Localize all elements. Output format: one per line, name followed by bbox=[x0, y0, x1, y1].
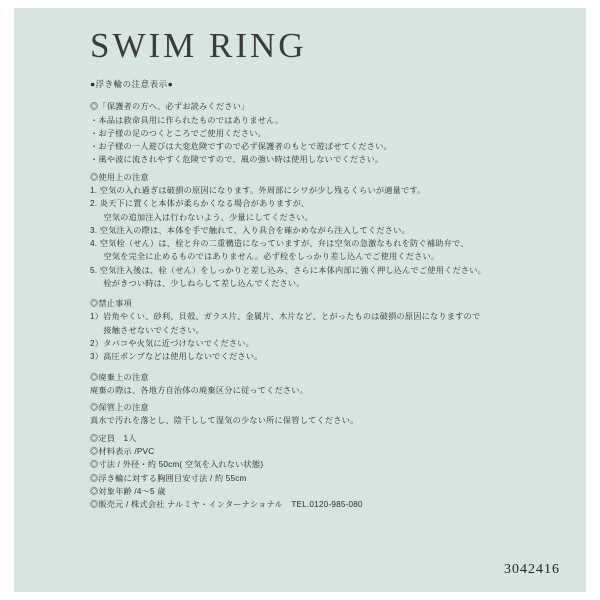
section-line: 栓がきつい時は、少しねらして差し込んでください。 bbox=[90, 278, 305, 288]
product-code: 3042416 bbox=[504, 562, 560, 577]
spec-item: ◎定員 1人 bbox=[90, 433, 137, 443]
section-line: 5. 空気注入後は、栓（せん）をしっかりと差し込み、さらに本体内部に強く押し込んでご使用ください。 bbox=[90, 265, 487, 275]
section-line: 1. 空気の入れ過ぎは破損の原因になります。外周部にシワが少し残るくらいが適量です。 bbox=[90, 185, 426, 195]
section-line: 空気の追加注入は行わないよう、少量にしてください。 bbox=[90, 212, 314, 222]
section-storage bbox=[90, 401, 560, 428]
section-line: 4. 空気栓（せん）は、栓と弁の二重構造になっていますが、弁は空気の急激なもれを防ぐ補助弁で、 bbox=[90, 239, 469, 249]
section-line: ・本品は救命具用に作られたものではありません。 bbox=[90, 115, 284, 125]
section-line: 真水で汚れを落とし、陰干しして湿気の少ない所に保管してください。 bbox=[90, 416, 359, 426]
section-line: 2. 炎天下に置くと本体が柔らかくなる場合がありますが、 bbox=[90, 199, 310, 209]
section-line: 3. 空気注入の際は、本体を手で触れて、入り具合を確かめながら注入してください。 bbox=[90, 225, 410, 235]
section-heading: ◎保管上の注意 bbox=[90, 403, 149, 413]
subtitle: ●浮き輪の注意表示● bbox=[90, 79, 174, 90]
section-line: 2）タバコや火気に近づけないでください。 bbox=[90, 339, 255, 349]
section-heading: ◎廃棄上の注意 bbox=[90, 372, 149, 382]
spec-item: ◎寸法 / 外径・約 50cm( 空気を入れない状態) bbox=[90, 460, 264, 470]
section-line: 空気を完全に止めるものではありません。必ず栓をしっかり差し込んでご使用ください。 bbox=[90, 252, 440, 262]
page-title: SWIM RING bbox=[90, 26, 307, 65]
section-line: ・風や波に流されやすく危険ですので、風の強い時は使用しないでください。 bbox=[90, 155, 384, 165]
section-line: 3）高圧ポンプなどは使用しないでください。 bbox=[90, 352, 263, 362]
section-heading: ◎「保護者の方へ、必ずお読みください」 bbox=[90, 102, 250, 112]
spec-item: ◎浮き輪に対する胸囲目安寸法 / 約 55cm bbox=[90, 473, 247, 483]
section-heading: ◎使用上の注意 bbox=[90, 172, 149, 182]
label-panel bbox=[14, 8, 586, 592]
section-prohibited bbox=[90, 297, 560, 363]
notice-sections bbox=[90, 100, 560, 511]
section-heading: ◎禁止事項 bbox=[90, 299, 132, 309]
section-disposal bbox=[90, 371, 560, 398]
section-line: 接触させないでください。 bbox=[90, 325, 204, 335]
section-line: ・お子様の足のつくところでご使用ください。 bbox=[90, 128, 267, 138]
section-guardian-notice bbox=[90, 100, 560, 166]
seller-info: ◎販売元 / 株式会社 ナルミヤ・インターナショナル TEL.0120-985-080 bbox=[90, 500, 363, 510]
label-content bbox=[14, 8, 586, 592]
section-line: 廃棄の際は、各地方自治体の廃棄区分に従ってください。 bbox=[90, 385, 309, 395]
spec-item: ◎材料表示 /PVC bbox=[90, 447, 155, 456]
section-line: ・お子様の一人遊びは大変危険ですので必ず保護者のもとで遊ばせてください。 bbox=[90, 142, 392, 152]
section-usage-notes bbox=[90, 171, 560, 291]
specification-list bbox=[90, 432, 560, 512]
section-line: 1）岩角やくい、砂利、貝殻、ガラス片、金属片、木片など、とがったものは破損の原因になりますので bbox=[90, 312, 481, 322]
spec-item: ◎対象年齢 /4～5 歳 bbox=[90, 486, 166, 496]
